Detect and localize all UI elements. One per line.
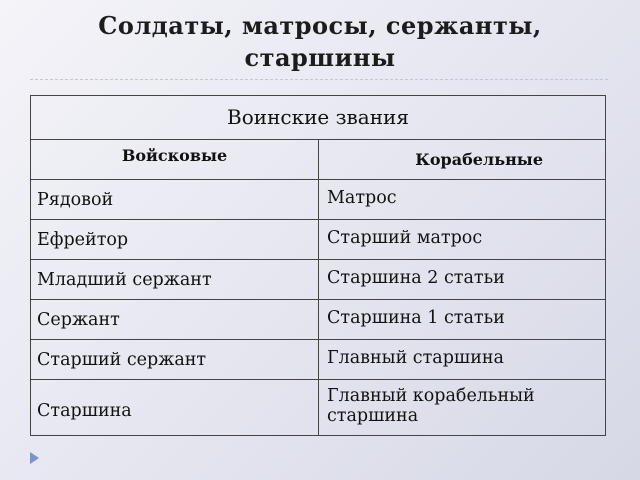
table-row: [31, 260, 606, 300]
army-rank-cell: Младший сержант: [31, 260, 319, 300]
table-row: [31, 220, 606, 260]
navy-rank-cell: Главный старшина: [319, 340, 606, 380]
navy-rank-cell: Старший матрос: [319, 220, 606, 260]
navy-rank-cell: Старшина 2 статьи: [319, 260, 606, 300]
column-header-army: Войсковые: [31, 140, 319, 180]
column-header-navy: Корабельные: [319, 140, 606, 180]
navy-rank-cell: Главный корабельный старшина: [319, 380, 606, 436]
table-caption-row: [31, 96, 606, 140]
army-rank-cell: Рядовой: [31, 180, 319, 220]
army-rank-cell: Старший сержант: [31, 340, 319, 380]
navy-rank-cell: Матрос: [319, 180, 606, 220]
table-row: [31, 300, 606, 340]
table-row: [31, 340, 606, 380]
navy-rank-cell: Старшина 1 статьи: [319, 300, 606, 340]
army-rank-cell: Ефрейтор: [31, 220, 319, 260]
army-rank-cell: Старшина: [31, 380, 319, 436]
ranks-table: [30, 95, 606, 436]
title-divider: [30, 79, 608, 80]
army-rank-cell: Сержант: [31, 300, 319, 340]
table-row: [31, 380, 606, 436]
slide-title-line-2: старшины: [244, 43, 396, 72]
play-arrow-icon[interactable]: [30, 452, 39, 464]
table-caption: Воинские звания: [31, 96, 606, 140]
table-header-row: [31, 140, 606, 180]
slide-title: [0, 10, 640, 74]
slide-title-line-1: Солдаты, матросы, сержанты,: [98, 11, 542, 40]
table-row: [31, 180, 606, 220]
